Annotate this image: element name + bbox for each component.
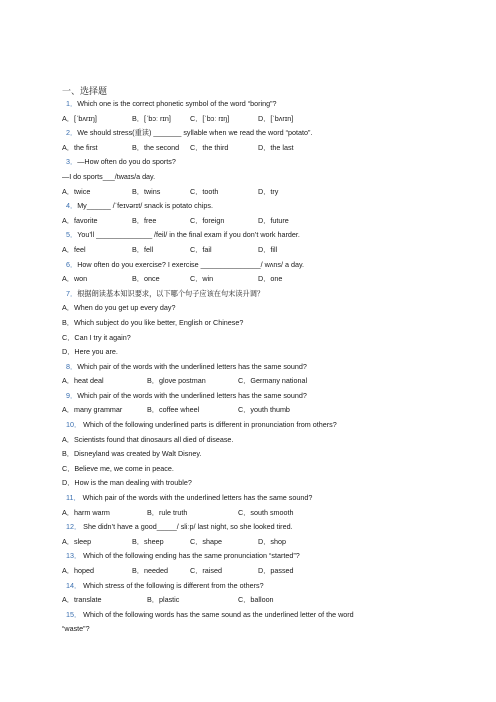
options-row [62,374,452,389]
question-text-continued: “waste”? [62,624,90,634]
answer-option: B．once [132,274,160,284]
answer-option: B．glove postman [147,376,206,386]
answer-option: C．tooth [190,186,219,196]
answer-option: B．Disneyland was created by Walt Disney. [62,449,202,459]
answer-option: C．fail [190,244,212,254]
question-stem [66,549,452,564]
question-number: 4． [66,201,78,211]
question-number: 3． [66,157,78,167]
options-row [62,272,452,287]
options-row [62,403,452,418]
answer-option: A．twice [62,186,91,196]
answer-option: A．Scientists found that dinosaurs all died of disease. [62,434,234,444]
question-stem [66,579,452,594]
question-stem [66,418,452,433]
answer-option: C．shape [190,536,222,546]
answer-option: C．raised [190,566,222,575]
question-stem [66,491,452,506]
answer-option: A．feel [62,244,86,254]
question-text: Which stress of the following is different from the others? [81,580,264,590]
question-stem [66,360,452,375]
question-text: How often do you exercise? I exercise _______________/ wʌns/ a day. [77,259,305,269]
answer-option: D．fill [258,244,278,254]
question-text-continued: —I do sports___/twaɪs/a day. [62,171,156,181]
answer-option: B．twins [132,186,161,196]
question-number: 7． [66,288,78,298]
answer-option: A．[ˈbʌrɪŋ] [62,113,97,123]
question-stem [66,608,452,623]
answer-option: B．fell [132,244,154,254]
question-number: 8． [66,361,78,371]
answer-option: B．sheep [132,536,164,546]
answer-option: A．When do you get up every day? [62,303,176,313]
question-number: 5． [66,230,78,240]
question-text: She didn’t have a good_____/ sliːp/ last night, so she looked tired. [81,522,293,532]
question-stem [66,520,452,535]
answer-option: C．youth thumb [238,405,290,415]
question-stem [66,389,452,404]
question-number: 12． [66,522,82,532]
question-number: 2． [66,128,78,138]
options-row [62,564,452,579]
question-text: You’ll ______________ /feil/ in the final exam if you don’t work harder. [77,230,300,240]
answer-option: B．rule truth [147,507,188,517]
section-title: 一、选择题 [62,86,108,96]
question-text: Which pair of the words with the underlined letters has the same sound? [80,493,313,503]
options-row [62,243,452,258]
options-row [62,112,452,127]
answer-option: D．passed [258,566,294,575]
answer-option: A．won [62,274,88,284]
question-number: 14． [66,580,82,590]
answer-option: B．free [132,215,157,225]
answer-option: D．future [258,215,289,225]
question-text: Which of the following ending has the same pronunciation “started”? [81,551,300,561]
answer-option: A．harm warm [62,507,110,517]
options-row [62,535,452,550]
answer-option: C．[ˈbɔː rɪŋ] [190,113,230,123]
options-row [62,141,452,156]
question-number: 9． [66,390,78,400]
question-text: My______ /ˈfeɪvərɪt/ snack is potato chips. [77,201,213,211]
question-list [62,97,452,637]
question-text: We should stress(重读) _______ syllable when we read the word “potato”. [77,128,313,138]
options-row [62,593,452,608]
answer-option: D．try [258,186,279,196]
answer-option: B．plastic [147,595,180,605]
options-row [62,185,452,200]
question-stem [66,155,452,170]
answer-option: B．the second [132,142,180,152]
question-text: Which of the following words has the same sound as the underlined letter of the word [81,609,354,619]
answer-option: D．shop [258,536,286,546]
answer-option: C．Believe me, we come in peace. [62,463,174,473]
answer-option: A．sleep [62,536,92,546]
options-row [62,214,452,229]
question-stem [66,97,452,112]
question-text: Which of the following underlined parts is different in pronunciation from others? [81,420,337,430]
answer-option: D．one [258,274,283,284]
question-stem [66,199,452,214]
options-row [62,506,452,521]
answer-option: B．needed [132,566,168,575]
answer-option: A．favorite [62,215,98,225]
answer-option: A．translate [62,595,102,605]
answer-option: B．Which subject do you like better, English or Chinese? [62,317,244,327]
answer-option: A．hoped [62,566,94,575]
answer-option: C．Can I try it again? [62,332,131,342]
question-stem [66,287,452,302]
question-stem [66,126,452,141]
answer-option: C．balloon [238,595,274,605]
question-number: 15． [66,609,82,619]
question-number: 11． [66,493,81,503]
answer-option: D．Here you are. [62,347,118,357]
answer-option: A．heat deal [62,376,104,386]
question-text: —How often do you do sports? [77,157,176,167]
answer-option: C．south smooth [238,507,294,517]
answer-option: C．win [190,274,214,284]
answer-option: B．[ˈbɔː rɪn] [132,113,171,123]
question-text: Which one is the correct phonetic symbol of the word “boring”? [77,99,277,108]
question-number: 6． [66,259,78,269]
question-number: 13． [66,551,82,561]
answer-option: D．[ˈbʌrɪn] [258,113,294,123]
question-text: 根据朗读基本知识要求，以下哪个句子应该在句末读升调？ [77,288,265,298]
question-text: Which pair of the words with the underlined letters has the same sound? [77,390,307,400]
answer-option: D．How is the man dealing with trouble? [62,478,192,488]
answer-option: C．the third [190,142,229,152]
answer-option: A．the first [62,142,98,152]
question-number: 1． [66,99,78,108]
answer-option: B．coffee wheel [147,405,200,415]
answer-option: D．the last [258,142,294,152]
question-text: Which pair of the words with the underlined letters has the same sound? [77,361,307,371]
answer-option: A．many grammar [62,405,123,415]
answer-option: C．Germany national [238,376,308,386]
answer-option: C．foreign [190,215,225,225]
question-stem [66,258,452,273]
question-number: 10． [66,420,82,430]
question-stem [66,228,452,243]
